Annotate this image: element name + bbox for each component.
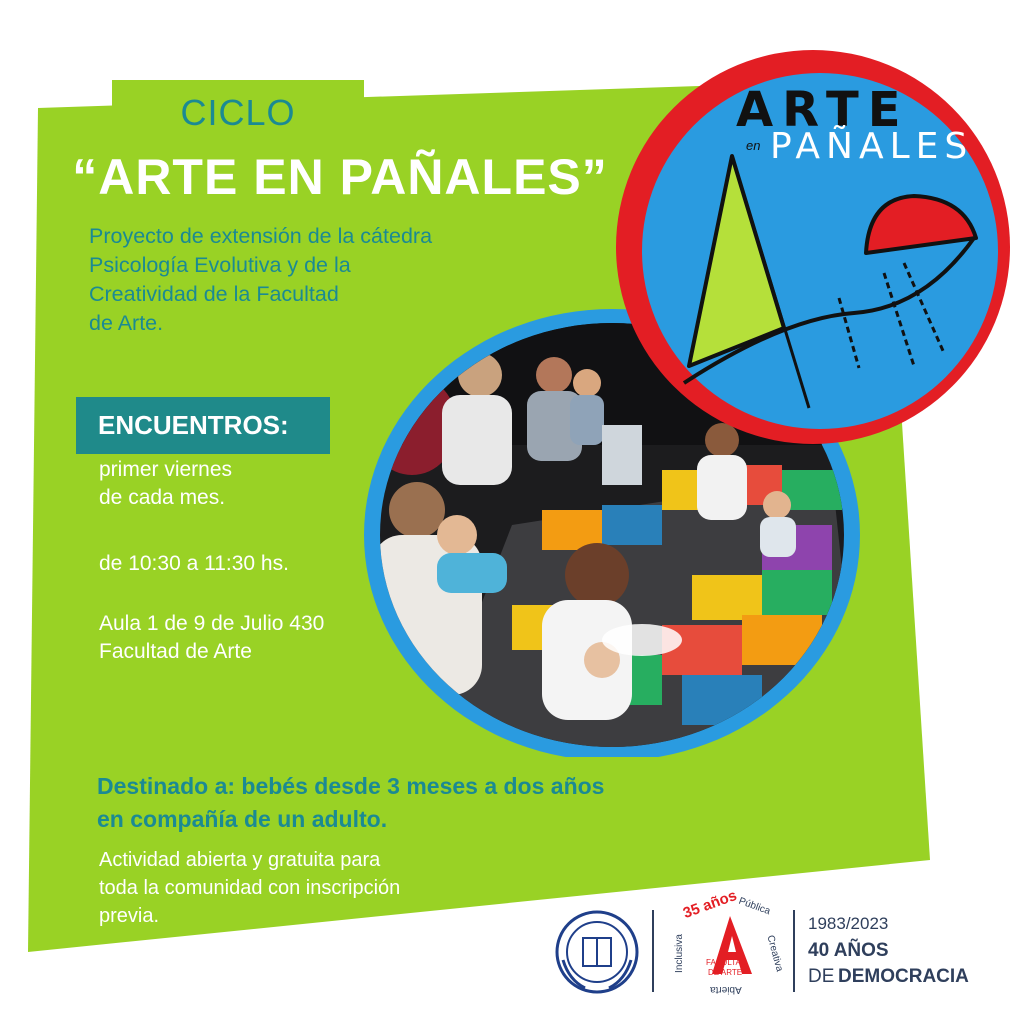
activity-text <box>99 846 400 930</box>
location-line: Aula 1 de 9 de Julio 430 <box>99 612 325 635</box>
anniversary-label: 35 años <box>680 886 740 923</box>
schedule-time: de 10:30 a 11:30 hs. <box>99 552 289 575</box>
democracy-word: DEMOCRACIA <box>838 966 969 987</box>
audience-line: Destinado a: bebés desde 3 meses a dos años <box>97 773 605 799</box>
faculty-name-line: FACULTAD <box>706 958 747 967</box>
schedule-day-line: de cada mes. <box>99 486 226 509</box>
audience-line: en compañía de un adulto. <box>97 806 388 832</box>
democracy-years: 1983/2023 <box>808 914 889 933</box>
description-line: de Arte. <box>89 311 164 335</box>
activity-line: previa. <box>99 905 160 927</box>
university-seal-icon <box>555 910 639 994</box>
logo-word-panales: PAÑALES <box>770 126 974 167</box>
democracy-de: DE <box>808 966 835 987</box>
description-line: Proyecto de extensión de la cátedra <box>89 224 433 248</box>
value-inclusiva: Inclusiva <box>673 934 685 973</box>
kicker-text: CICLO <box>180 92 296 133</box>
page-title: “ARTE EN PAÑALES” <box>72 149 608 205</box>
location-line: Facultad de Arte <box>99 640 252 663</box>
value-publica: Pública <box>737 895 772 918</box>
value-abierta: Abierta <box>710 984 742 995</box>
faculty-name-line: DE ARTE <box>708 968 743 977</box>
logo-word-arte: ARTE <box>736 82 910 138</box>
democracy-forty: 40 AÑOS <box>808 940 889 961</box>
activity-line: toda la comunidad con inscripción <box>99 877 401 899</box>
schedule-day-line: primer viernes <box>99 458 233 481</box>
footer-divider <box>793 910 795 992</box>
description-line: Psicología Evolutiva y de la <box>89 253 351 277</box>
description-line: Creatividad de la Facultad <box>89 282 339 306</box>
footer-divider <box>652 910 654 992</box>
audience-text <box>97 770 604 836</box>
value-creativa: Creativa <box>764 934 785 973</box>
encuentros-label: ENCUENTROS: <box>98 410 289 440</box>
logo-word-en: en <box>746 138 761 153</box>
activity-line: Actividad abierta y gratuita para <box>99 849 381 871</box>
